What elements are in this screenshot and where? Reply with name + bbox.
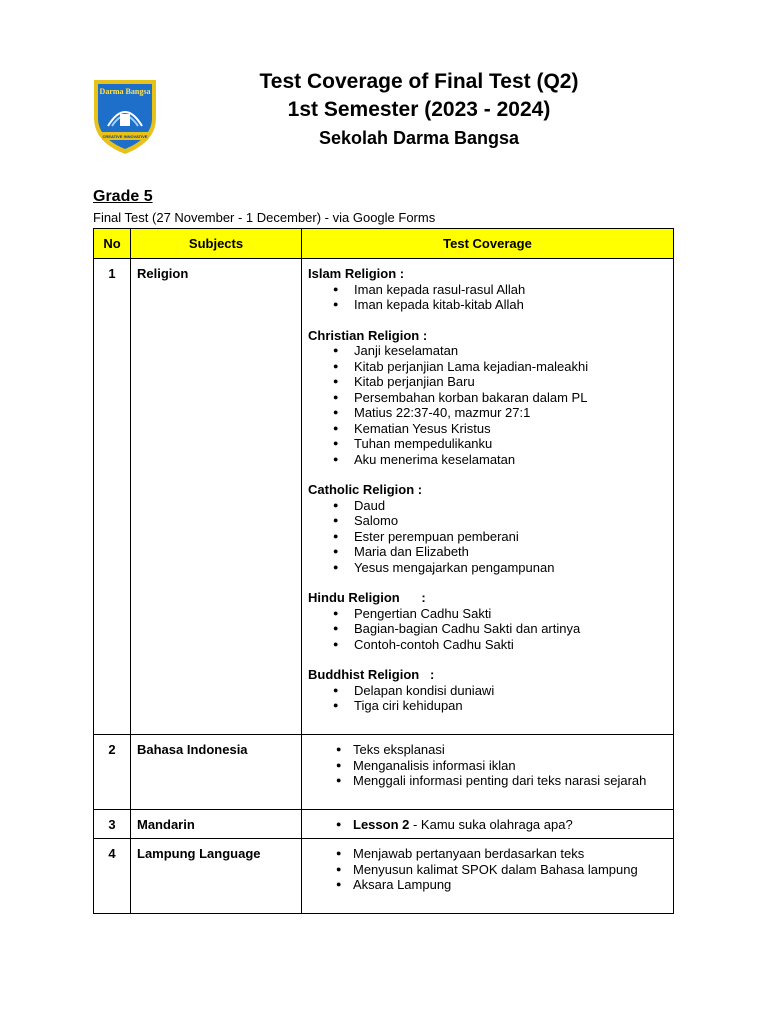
document-title: Test Coverage of Final Test (Q2) — [259, 70, 579, 93]
topic-list — [308, 742, 667, 789]
list-item: ● Tiga ciri kehidupan — [308, 698, 667, 714]
document-header — [170, 68, 668, 152]
list-item: ● Contoh-contoh Cadhu Sakti — [308, 637, 667, 653]
list-item: ● Kematian Yesus Kristus — [308, 421, 667, 437]
table-header-row — [94, 229, 674, 259]
list-item: ● Menjawab pertanyaan berdasarkan teks — [308, 846, 667, 862]
subject-name: Religion — [131, 259, 302, 735]
list-item: ● Iman kepada kitab-kitab Allah — [308, 297, 667, 313]
list-item: ● Iman kepada rasul-rasul Allah — [308, 282, 667, 298]
grade-heading: Grade 5 — [93, 188, 153, 205]
test-schedule-note: Final Test (27 November - 1 December) - via Google Forms — [93, 210, 436, 225]
row-number: 1 — [94, 259, 131, 735]
list-item — [308, 817, 667, 833]
row-number: 2 — [94, 735, 131, 810]
school-logo — [90, 76, 160, 156]
list-item: ● Delapan kondisi duniawi — [308, 683, 667, 699]
coverage-cell — [302, 259, 674, 735]
category-title: Christian Religion : — [308, 327, 428, 343]
topic-list — [308, 282, 667, 313]
topic-list — [308, 343, 667, 467]
logo-text: Darma Bangsa — [99, 87, 151, 96]
school-name: Sekolah Darma Bangsa — [318, 128, 520, 148]
list-item: ● Tuhan mempedulikanku — [308, 436, 667, 452]
list-item: ● Matius 22:37-40, mazmur 27:1 — [308, 405, 667, 421]
coverage-cell — [302, 810, 674, 839]
list-item: ● Teks eksplanasi — [308, 742, 667, 758]
coverage-cell — [302, 839, 674, 914]
list-item: ● Salomo — [308, 513, 667, 529]
list-item: ● Kitab perjanjian Baru — [308, 374, 667, 390]
category-title: Islam Religion : — [308, 266, 405, 281]
list-item: ● Aku menerima keselamatan — [308, 452, 667, 468]
header-subjects: Subjects — [131, 229, 302, 259]
category-title: Buddhist Religion : — [308, 667, 435, 682]
list-item: ● Menyusun kalimat SPOK dalam Bahasa lampung — [308, 862, 667, 878]
list-item: ● Pengertian Cadhu Sakti — [308, 606, 667, 622]
lesson-topic: - Kamu suka olahraga apa? — [409, 817, 573, 832]
logo-motto: CREATIVE INNOVATIVE — [102, 134, 148, 139]
table-row — [94, 735, 674, 810]
list-item: ● Kitab perjanjian Lama kejadian-maleakhi — [308, 359, 667, 375]
topic-list — [308, 817, 667, 833]
list-item: ● Daud — [308, 498, 667, 514]
table-row — [94, 259, 674, 735]
list-item: ● Persembahan korban bakaran dalam PL — [308, 390, 667, 406]
subject-name: Bahasa Indonesia — [131, 735, 302, 810]
header-no: No — [94, 229, 131, 259]
topic-list — [308, 606, 667, 653]
header-test-coverage: Test Coverage — [302, 229, 674, 259]
table-row — [94, 839, 674, 914]
list-item: ● Bagian-bagian Cadhu Sakti dan artinya — [308, 621, 667, 637]
row-number: 3 — [94, 810, 131, 839]
category-title: Catholic Religion : — [308, 482, 423, 497]
table-row — [94, 810, 674, 839]
topic-list — [308, 683, 667, 714]
coverage-cell — [302, 735, 674, 810]
lesson-label: Lesson 2 — [353, 817, 410, 832]
topic-list — [308, 846, 667, 893]
coverage-table — [93, 228, 674, 914]
subject-name: Lampung Language — [131, 839, 302, 914]
list-item: ● Menganalisis informasi iklan — [308, 758, 667, 774]
list-item: ● Maria dan Elizabeth — [308, 544, 667, 560]
list-item: ● Menggali informasi penting dari teks narasi sejarah — [308, 773, 667, 789]
list-item: ● Janji keselamatan — [308, 343, 667, 359]
category-title: Hindu Religion : — [308, 590, 426, 605]
list-item: ● Yesus mengajarkan pengampunan — [308, 560, 667, 576]
list-item: ● Aksara Lampung — [308, 877, 667, 893]
topic-list — [308, 498, 667, 576]
row-number: 4 — [94, 839, 131, 914]
subject-name: Mandarin — [131, 810, 302, 839]
list-item: ● Ester perempuan pemberani — [308, 529, 667, 545]
semester-title: 1st Semester (2023 - 2024) — [287, 98, 551, 121]
